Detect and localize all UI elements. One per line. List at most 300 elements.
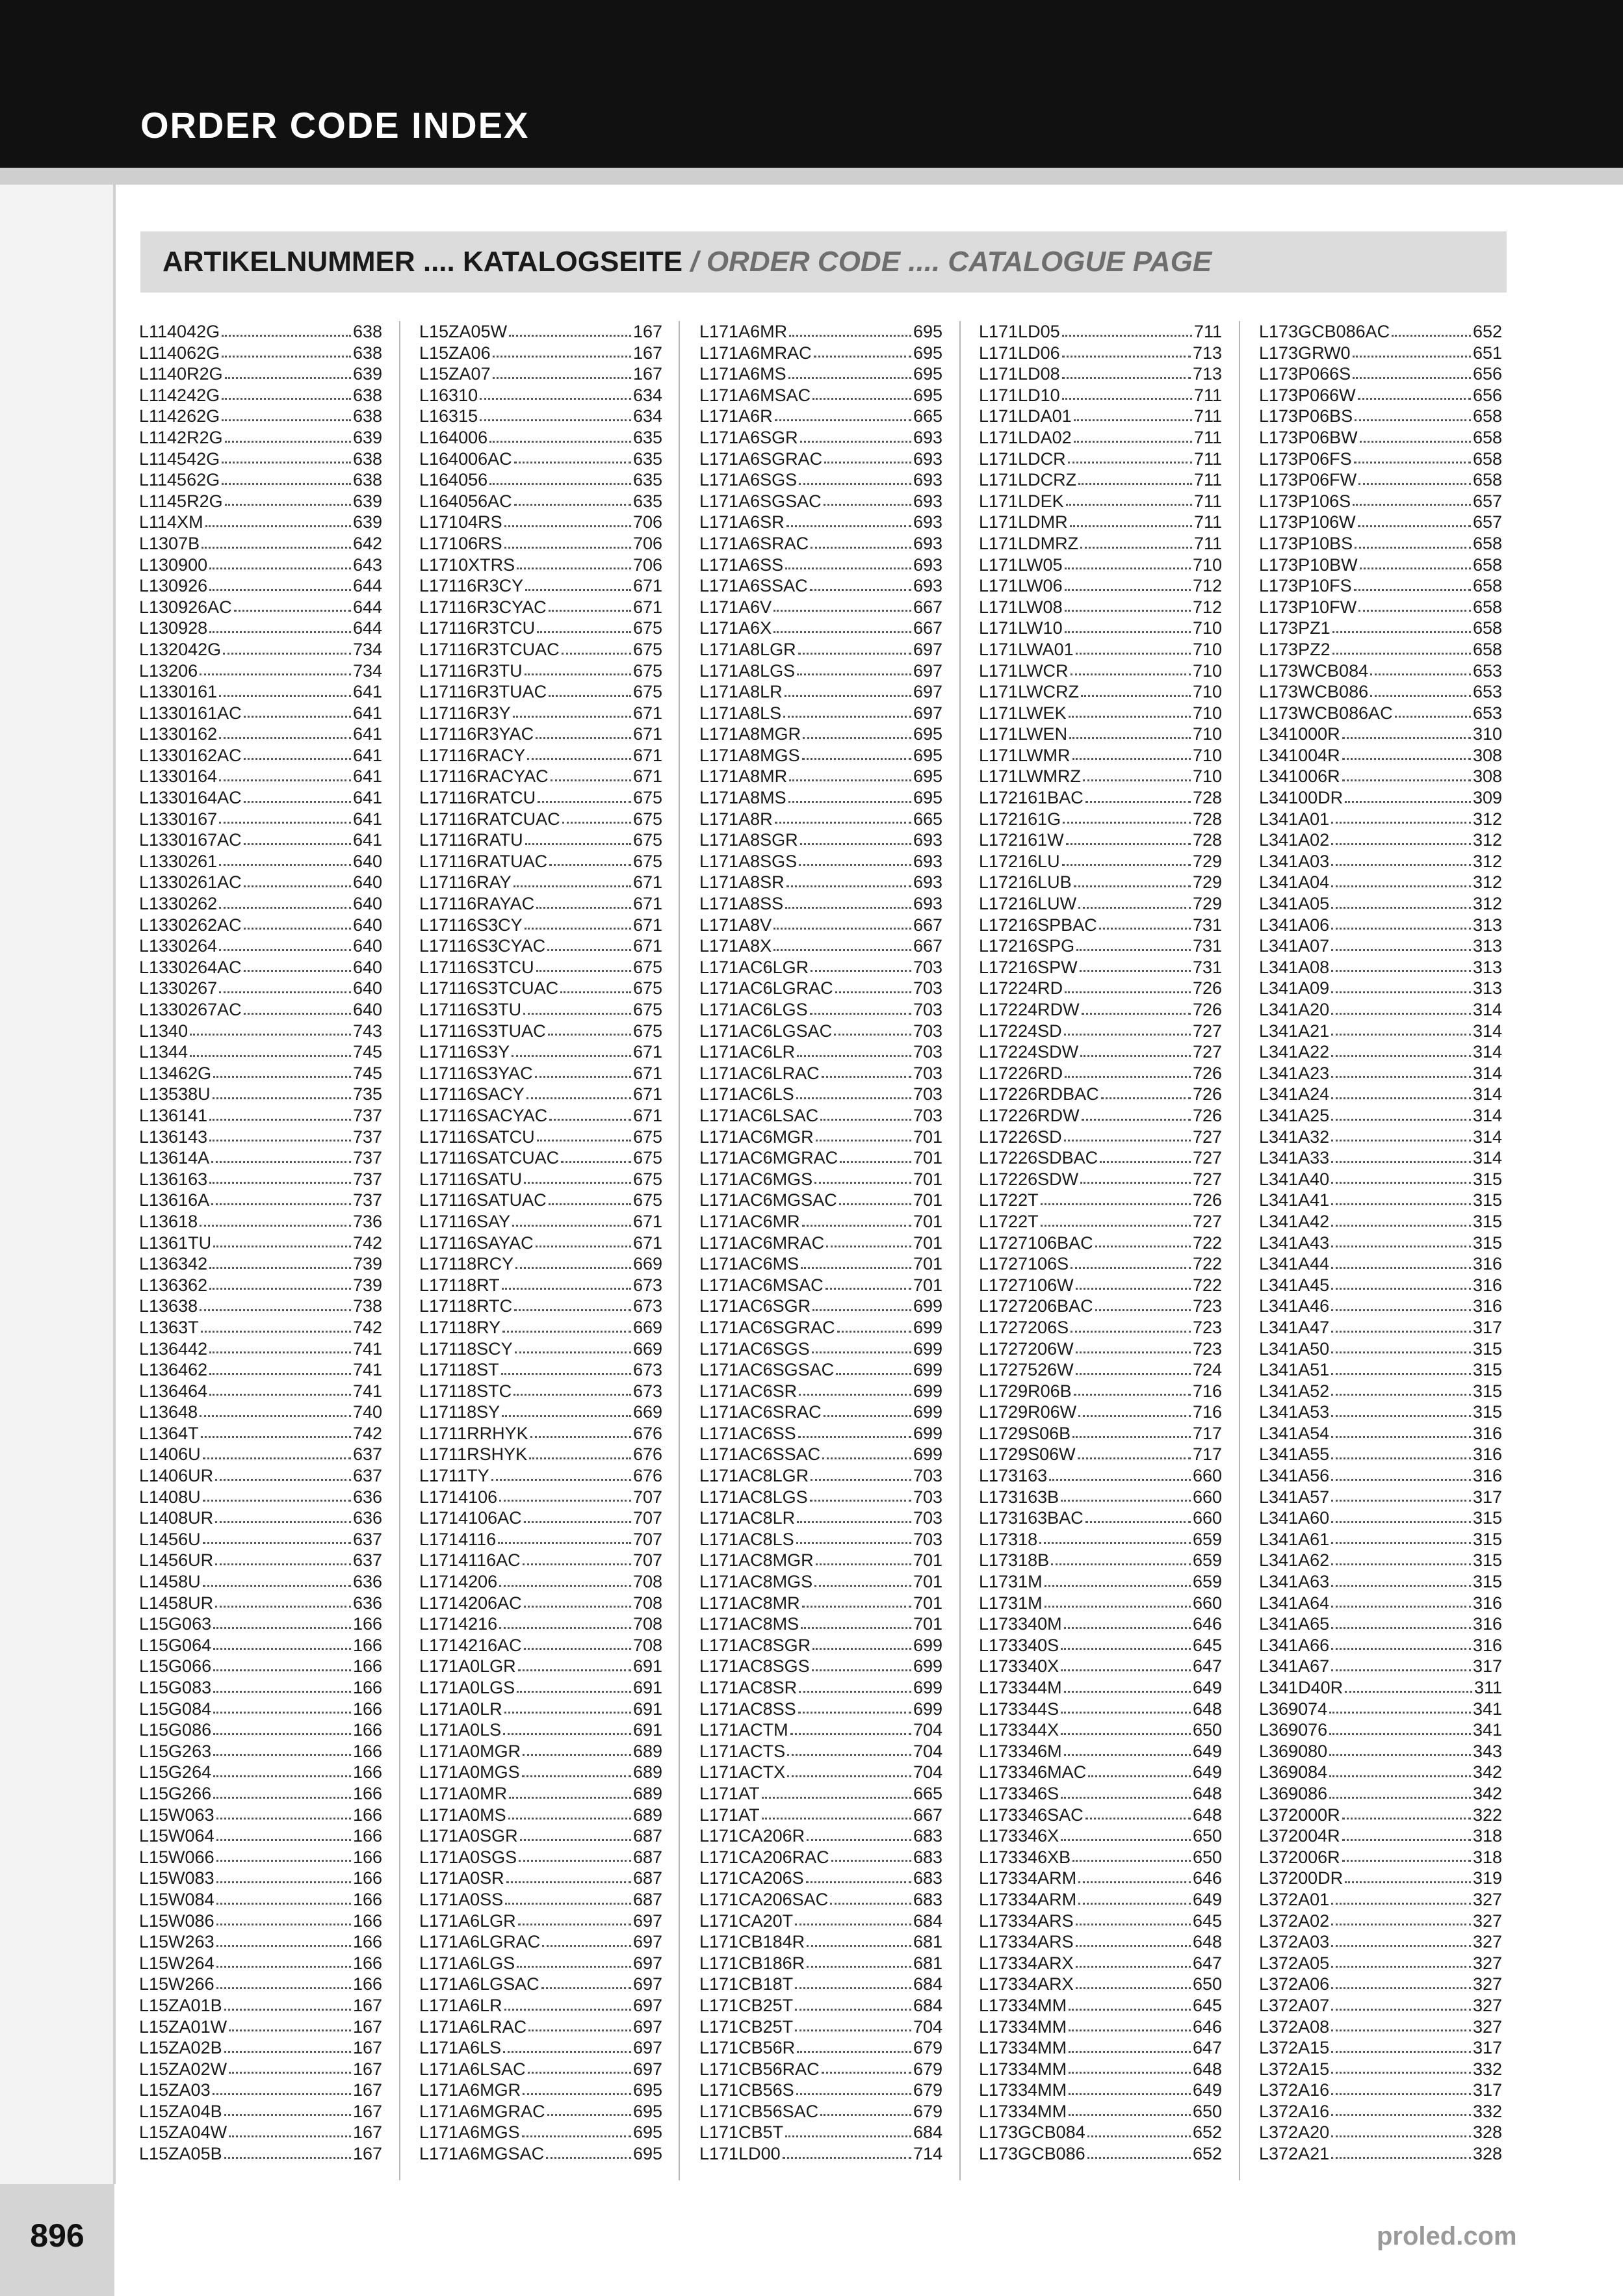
order-code: L171A8LR — [699, 682, 783, 702]
catalogue-page: 641 — [352, 745, 382, 765]
order-code: L17334ARM — [979, 1868, 1077, 1888]
order-code: L15W064 — [139, 1826, 214, 1846]
catalogue-page: 708 — [632, 1593, 662, 1613]
dot-leader — [1080, 1055, 1191, 1057]
index-entry — [1259, 724, 1502, 745]
page-number: 896 — [30, 2217, 84, 2254]
order-code: L341A65 — [1259, 1614, 1330, 1634]
catalogue-page: 166 — [352, 1699, 382, 1719]
order-code: L173P066W — [1259, 385, 1356, 405]
catalogue-page: 640 — [352, 915, 382, 935]
order-code: L173344S — [979, 1699, 1059, 1719]
index-entry — [139, 766, 382, 787]
index-entry — [979, 724, 1222, 745]
index-entry — [419, 872, 662, 893]
dot-leader — [783, 2157, 911, 2159]
catalogue-page: 707 — [632, 1487, 662, 1507]
catalogue-page: 313 — [1472, 957, 1502, 977]
dot-leader — [209, 1182, 351, 1184]
dot-leader — [1355, 419, 1471, 421]
index-entry — [1259, 1487, 1502, 1508]
order-code: L171AC6LR — [699, 1042, 796, 1062]
order-code: L171A6SGS — [699, 470, 798, 490]
top-banner — [0, 0, 1623, 168]
catalogue-page: 703 — [913, 1466, 942, 1486]
index-entry — [979, 660, 1222, 682]
order-code: L1330162 — [139, 724, 218, 744]
catalogue-page: 660 — [1192, 1593, 1222, 1613]
column-divider — [1239, 321, 1240, 2180]
catalogue-page: 652 — [1472, 322, 1502, 341]
catalogue-page: 635 — [632, 427, 662, 447]
order-code: L171A8V — [699, 915, 772, 935]
catalogue-page: 641 — [352, 703, 382, 723]
dot-leader — [1076, 1351, 1191, 1353]
catalogue-page: 637 — [352, 1550, 382, 1571]
index-entry — [979, 554, 1222, 576]
catalogue-page: 315 — [1472, 1360, 1502, 1380]
index-entry — [419, 343, 662, 364]
order-code: L1330262AC — [139, 915, 242, 935]
order-code: L341A21 — [1259, 1021, 1330, 1041]
catalogue-page: 695 — [913, 724, 942, 744]
order-code: L1408U — [139, 1487, 201, 1507]
order-code: L114542G — [139, 449, 220, 469]
index-entry — [139, 1084, 382, 1105]
catalogue-page: 644 — [352, 618, 382, 638]
section-header — [140, 231, 1507, 293]
order-code: L17116R3CYAC — [419, 597, 547, 617]
index-entry — [979, 1211, 1222, 1233]
dot-leader — [1071, 673, 1191, 675]
catalogue-page: 687 — [632, 1868, 662, 1888]
dot-leader — [229, 2135, 351, 2137]
index-entry — [699, 554, 942, 576]
order-code: L130900 — [139, 554, 208, 575]
index-entry — [139, 512, 382, 533]
catalogue-page: 317 — [1472, 2080, 1502, 2100]
order-code: L16310 — [419, 385, 478, 405]
catalogue-page: 703 — [913, 1508, 942, 1528]
catalogue-page: 703 — [913, 978, 942, 998]
order-code: L171LDA02 — [979, 427, 1072, 447]
order-code: L114XM — [139, 512, 203, 532]
index-entry — [979, 1169, 1222, 1190]
dot-leader — [190, 1055, 351, 1057]
catalogue-page: 658 — [1472, 406, 1502, 426]
dot-leader — [1101, 1097, 1191, 1099]
index-entry — [419, 449, 662, 470]
order-code: L171A6V — [699, 597, 772, 617]
catalogue-page: 167 — [352, 1995, 382, 2015]
dot-leader — [1331, 1055, 1471, 1057]
index-entry — [419, 1444, 662, 1465]
dot-leader — [244, 928, 351, 930]
index-entry — [699, 1444, 942, 1465]
order-code: L171A6SGRAC — [699, 449, 823, 469]
catalogue-page: 708 — [632, 1635, 662, 1655]
dot-leader — [1072, 1436, 1191, 1438]
order-code: L171AC8SGR — [699, 1635, 811, 1655]
catalogue-page: 167 — [352, 2101, 382, 2121]
catalogue-page: 328 — [1472, 2144, 1502, 2164]
order-code: L1727106W — [979, 1275, 1074, 1295]
dot-leader — [216, 1903, 351, 1905]
index-entry — [419, 1381, 662, 1402]
catalogue-page: 658 — [1472, 449, 1502, 469]
order-code: L173PZ2 — [1259, 639, 1331, 659]
catalogue-page: 671 — [632, 597, 662, 617]
catalogue-page: 167 — [352, 2080, 382, 2100]
dot-leader — [1061, 1669, 1191, 1671]
dot-leader — [811, 547, 911, 549]
catalogue-page: 658 — [1472, 533, 1502, 553]
index-entry — [699, 1465, 942, 1487]
catalogue-page: 701 — [913, 1148, 942, 1168]
order-code: L341A52 — [1259, 1381, 1330, 1401]
catalogue-page: 342 — [1472, 1783, 1502, 1803]
catalogue-page: 701 — [913, 1254, 942, 1274]
dot-leader — [503, 1733, 631, 1735]
order-code: L13614A — [139, 1148, 210, 1168]
index-entry — [419, 1190, 662, 1211]
order-code: L171LDCR — [979, 449, 1066, 469]
order-code: L13206 — [139, 660, 198, 681]
dot-leader — [1331, 2157, 1471, 2159]
order-code: L132042G — [139, 639, 222, 659]
dot-leader — [201, 1331, 351, 1333]
dot-leader — [802, 1606, 911, 1608]
order-code: L1729R06W — [979, 1402, 1077, 1422]
catalogue-page: 667 — [913, 936, 942, 956]
catalogue-page: 650 — [1192, 1720, 1222, 1740]
index-entry — [979, 915, 1222, 936]
order-code: L171AC6SGR — [699, 1296, 811, 1316]
catalogue-page: 167 — [352, 2016, 382, 2037]
index-entry — [699, 1529, 942, 1550]
dot-leader — [190, 1034, 351, 1036]
catalogue-page: 683 — [913, 1889, 942, 1909]
order-code: L171LWEN — [979, 724, 1068, 744]
order-code: L173P10FW — [1259, 597, 1357, 617]
dot-leader — [1331, 885, 1471, 887]
dot-leader — [797, 1521, 911, 1523]
index-entry — [139, 1677, 382, 1699]
catalogue-page: 313 — [1472, 978, 1502, 998]
order-code: L372A08 — [1259, 2016, 1330, 2037]
index-entry — [979, 703, 1222, 724]
index-entry — [139, 851, 382, 872]
dot-leader — [222, 398, 351, 400]
dot-leader — [1331, 1351, 1471, 1353]
dot-leader — [518, 1924, 631, 1925]
index-entry — [979, 1825, 1222, 1847]
dot-leader — [783, 716, 911, 718]
index-entry — [1259, 1995, 1502, 2016]
order-code: L171AC8MGR — [699, 1550, 814, 1571]
order-code: L173P06BW — [1259, 427, 1358, 447]
order-code: L171AC6SR — [699, 1381, 798, 1401]
index-entry — [699, 1677, 942, 1699]
catalogue-page: 699 — [913, 1381, 942, 1401]
index-entry — [419, 1656, 662, 1677]
index-entry — [979, 1021, 1222, 1042]
index-entry — [139, 1190, 382, 1211]
index-entry — [139, 1402, 382, 1423]
dot-leader — [1080, 1182, 1191, 1184]
dot-leader — [213, 1691, 351, 1693]
index-entry — [139, 957, 382, 978]
index-entry — [979, 1465, 1222, 1487]
index-entry — [979, 1487, 1222, 1508]
index-entry — [699, 1317, 942, 1338]
index-entry — [1259, 1233, 1502, 1254]
index-entry — [699, 915, 942, 936]
order-code: L369074 — [1259, 1699, 1328, 1719]
catalogue-page: 316 — [1472, 1423, 1502, 1443]
order-code: L136143 — [139, 1127, 208, 1147]
index-entry — [1259, 2080, 1502, 2101]
catalogue-page: 723 — [1192, 1296, 1222, 1316]
dot-leader — [773, 631, 911, 633]
dot-leader — [549, 610, 631, 612]
catalogue-page: 166 — [352, 1932, 382, 1952]
index-entry — [419, 660, 662, 682]
catalogue-page: 640 — [352, 1000, 382, 1019]
dot-leader — [515, 1351, 631, 1353]
order-code: L164006AC — [419, 449, 512, 469]
order-code: L1714216AC — [419, 1635, 522, 1655]
index-entry — [979, 1275, 1222, 1296]
order-code: L1714206 — [419, 1572, 498, 1592]
order-code: L1330267AC — [139, 1000, 242, 1019]
catalogue-page: 665 — [913, 406, 942, 426]
index-entry — [1259, 1889, 1502, 1911]
catalogue-page: 671 — [632, 703, 662, 723]
catalogue-page: 640 — [352, 872, 382, 893]
order-code: L15ZA03 — [139, 2080, 211, 2100]
catalogue-page: 167 — [352, 2122, 382, 2143]
order-code: L17226SD — [979, 1127, 1062, 1147]
order-code: L171AC6LSAC — [699, 1105, 819, 1125]
index-entry — [419, 427, 662, 449]
catalogue-page: 635 — [632, 491, 662, 511]
order-code: L171A6MGS — [419, 2122, 520, 2143]
index-entry — [1259, 829, 1502, 851]
catalogue-page: 317 — [1472, 1317, 1502, 1337]
catalogue-page: 665 — [913, 809, 942, 829]
index-entry — [419, 1783, 662, 1805]
order-code: L171AT — [699, 1805, 760, 1825]
catalogue-page: 699 — [913, 1678, 942, 1697]
catalogue-page: 726 — [1192, 1063, 1222, 1083]
index-entry — [979, 1105, 1222, 1127]
index-entry — [139, 681, 382, 703]
dot-leader — [812, 398, 911, 400]
order-code: L1344 — [139, 1042, 188, 1062]
dot-leader — [814, 356, 911, 358]
catalogue-page: 639 — [352, 512, 382, 532]
catalogue-page: 699 — [913, 1699, 942, 1719]
catalogue-page: 313 — [1472, 915, 1502, 935]
order-code: L372A06 — [1259, 1974, 1330, 1994]
index-entry — [979, 766, 1222, 787]
order-code: L17226RD — [979, 1063, 1063, 1083]
catalogue-page: 315 — [1472, 1190, 1502, 1210]
catalogue-page: 684 — [913, 1995, 942, 2015]
dot-leader — [513, 716, 631, 718]
dot-leader — [1045, 1606, 1191, 1608]
order-code: L17116RATU — [419, 830, 523, 850]
index-entry — [979, 1593, 1222, 1614]
index-entry — [419, 1825, 662, 1847]
index-entry — [419, 1847, 662, 1868]
dot-leader — [213, 1733, 351, 1735]
index-entry — [979, 2059, 1222, 2080]
dot-leader — [830, 1903, 911, 1905]
order-code: L173346SAC — [979, 1805, 1084, 1825]
dot-leader — [785, 907, 911, 909]
index-entry — [419, 1677, 662, 1699]
catalogue-page: 710 — [1192, 745, 1222, 765]
index-entry — [1259, 1571, 1502, 1593]
catalogue-page: 743 — [352, 1021, 382, 1041]
dot-leader — [1331, 1309, 1471, 1311]
dot-leader — [1342, 737, 1471, 739]
dot-leader — [803, 737, 911, 739]
order-code: L1727206W — [979, 1338, 1074, 1359]
dot-leader — [200, 1225, 351, 1227]
catalogue-page: 658 — [1472, 554, 1502, 575]
index-entry — [979, 406, 1222, 427]
index-entry — [139, 724, 382, 745]
order-code: L171AC6MS — [699, 1254, 799, 1274]
dot-leader — [822, 1457, 911, 1459]
catalogue-page: 704 — [913, 1720, 942, 1740]
dot-leader — [219, 949, 351, 951]
catalogue-page: 641 — [352, 766, 382, 787]
dot-leader — [1080, 970, 1191, 972]
order-code: L17226RDW — [979, 1105, 1080, 1125]
catalogue-page: 742 — [352, 1317, 382, 1337]
order-code: L372A21 — [1259, 2144, 1330, 2164]
dot-leader — [522, 1775, 631, 1777]
dot-leader — [505, 1903, 631, 1905]
order-code: L171A0LGS — [419, 1678, 515, 1697]
order-code: L1307B — [139, 533, 200, 553]
order-code: L171A6LSAC — [419, 2059, 526, 2079]
dot-leader — [1345, 1881, 1471, 1883]
dot-leader — [203, 1457, 351, 1459]
dot-leader — [502, 1331, 631, 1333]
dot-leader — [215, 1479, 351, 1481]
catalogue-page: 711 — [1193, 491, 1222, 511]
index-entry — [979, 1190, 1222, 1211]
order-code: L15G064 — [139, 1635, 212, 1655]
dot-leader — [1041, 1225, 1191, 1227]
catalogue-page: 648 — [1192, 1805, 1222, 1825]
order-code: L15G266 — [139, 1783, 212, 1803]
order-code: L173P066S — [1259, 364, 1351, 384]
order-code: L13538U — [139, 1084, 211, 1104]
dot-leader — [244, 716, 351, 718]
order-code: L17334MM — [979, 2038, 1067, 2058]
dot-leader — [1331, 1436, 1471, 1438]
dot-leader — [1069, 716, 1191, 718]
dot-leader — [1331, 1161, 1471, 1163]
dot-leader — [219, 907, 351, 909]
index-entry — [979, 1656, 1222, 1677]
order-code: L172161BAC — [979, 788, 1084, 808]
dot-leader — [1331, 2135, 1471, 2137]
index-entry — [419, 1995, 662, 2016]
index-entry — [979, 1444, 1222, 1465]
dot-leader — [1329, 1797, 1471, 1799]
dot-leader — [514, 1309, 631, 1311]
index-entry — [1259, 1317, 1502, 1338]
index-entry — [139, 809, 382, 830]
index-entry — [699, 1825, 942, 1847]
dot-leader — [1331, 822, 1471, 824]
dot-leader — [524, 1182, 631, 1184]
index-entry — [419, 1931, 662, 1953]
order-code: L1714116AC — [419, 1550, 521, 1571]
index-entry — [699, 1147, 942, 1169]
catalogue-page: 342 — [1472, 1762, 1502, 1782]
order-code: L17116R3CY — [419, 576, 524, 596]
dot-leader — [788, 801, 911, 803]
catalogue-page: 638 — [352, 322, 382, 341]
catalogue-page: 711 — [1193, 512, 1222, 532]
index-entry — [1259, 449, 1502, 470]
dot-leader — [1085, 1818, 1191, 1820]
index-entry — [699, 1656, 942, 1677]
index-entry — [139, 618, 382, 639]
dot-leader — [789, 779, 911, 781]
dot-leader — [523, 2093, 631, 2095]
dot-leader — [1331, 1267, 1471, 1269]
dot-leader — [211, 1161, 351, 1163]
order-code: L173GCB084 — [979, 2122, 1085, 2143]
dot-leader — [810, 1500, 911, 1502]
catalogue-page: 647 — [1192, 2038, 1222, 2058]
catalogue-page: 716 — [1192, 1381, 1222, 1401]
catalogue-page: 737 — [352, 1105, 382, 1125]
order-code: L1727526W — [979, 1360, 1074, 1380]
catalogue-page: 166 — [352, 1720, 382, 1740]
catalogue-page: 699 — [913, 1656, 942, 1676]
index-entry — [139, 978, 382, 999]
index-entry — [419, 1613, 662, 1635]
catalogue-page: 695 — [913, 745, 942, 765]
dot-leader — [1329, 1733, 1471, 1735]
index-entry — [699, 829, 942, 851]
order-code: L341A60 — [1259, 1508, 1330, 1528]
dot-leader — [201, 1436, 351, 1438]
catalogue-page: 736 — [352, 1211, 382, 1231]
order-code: L372A05 — [1259, 1953, 1330, 1973]
index-entry — [1259, 469, 1502, 491]
catalogue-page: 676 — [632, 1444, 662, 1465]
order-code: L341A51 — [1259, 1360, 1330, 1380]
order-code: L341A64 — [1259, 1593, 1330, 1613]
order-code: L17216SPW — [979, 957, 1078, 977]
index-entry — [1259, 1593, 1502, 1614]
index-entry — [699, 2059, 942, 2080]
catalogue-page: 315 — [1472, 1211, 1502, 1231]
order-code: L1731M — [979, 1593, 1043, 1613]
order-code: L136141 — [139, 1105, 208, 1125]
